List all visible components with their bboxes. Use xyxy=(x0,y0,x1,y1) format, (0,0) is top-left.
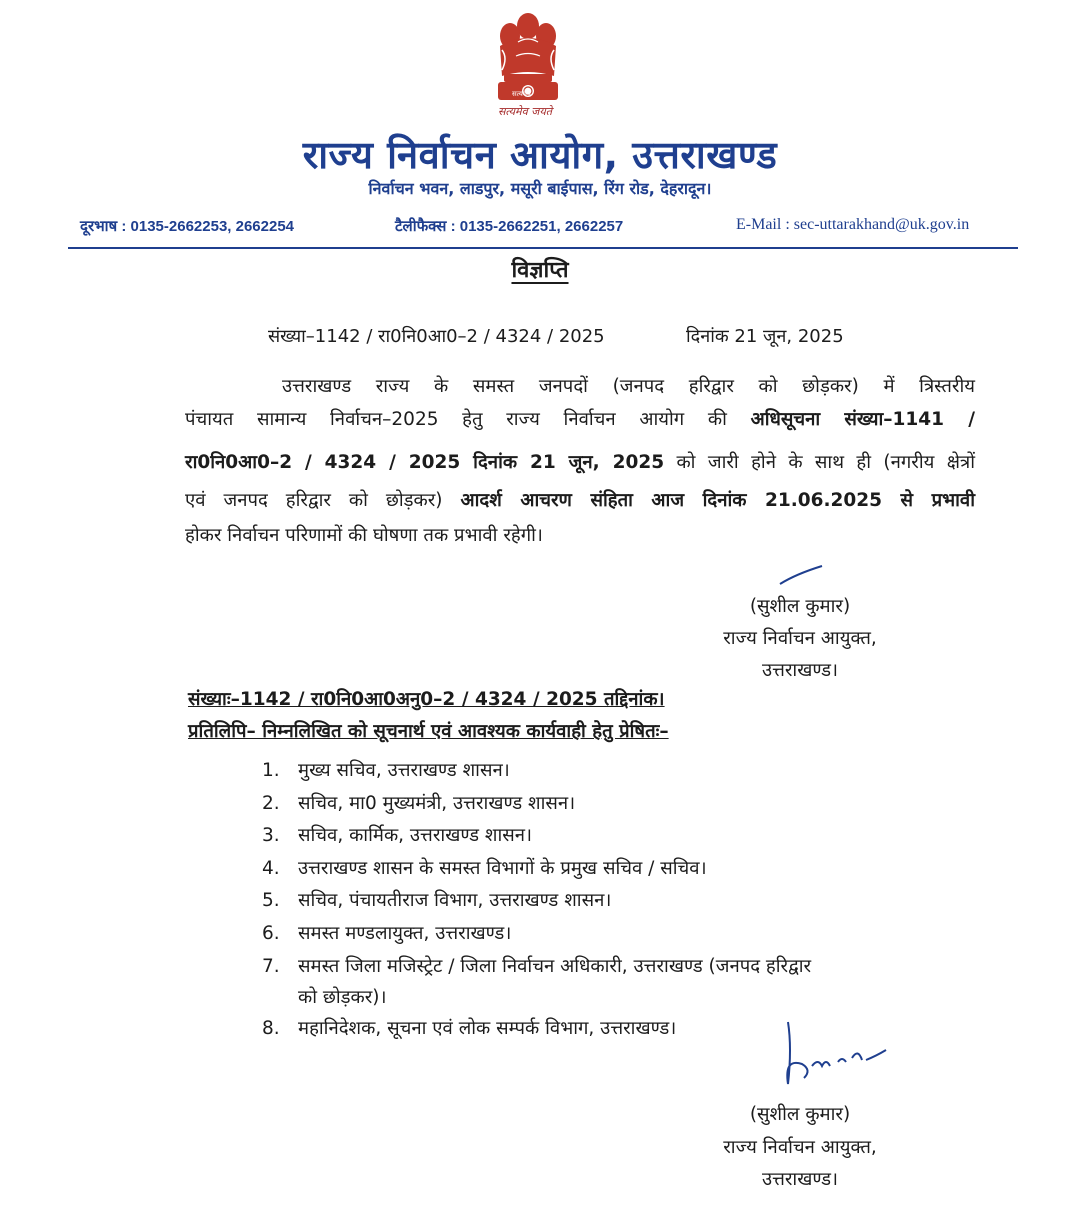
paragraph-line-4 xyxy=(185,486,975,516)
signatory-designation: राज्य निर्वाचन आयुक्त, xyxy=(723,628,877,649)
reference-date: दिनांक 21 जून, 2025 xyxy=(686,326,844,347)
list-text: उत्तराखण्ड शासन के समस्त विभागों के प्रमुख सचिव / सचिव। xyxy=(298,858,707,879)
emblem-motto: सत्यमेव जयते xyxy=(497,105,552,118)
fax-number: टैलीफैक्स : 0135-2662251, 2662257 xyxy=(395,218,624,235)
paragraph-text: को जारी होने के साथ ही (नगरीय क्षेत्रों xyxy=(664,452,975,473)
paragraph-line-1: उत्तराखण्ड राज्य के समस्त जनपदों (जनपद हरिद्वार को छोड़कर) में त्रिस्तरीय xyxy=(282,376,975,397)
list-text: महानिदेशक, सूचना एवं लोक सम्पर्क विभाग, उत्तराखण्ड। xyxy=(298,1018,677,1039)
reference-number: संख्या–1142 / रा0नि0आ0–2 / 4324 / 2025 xyxy=(268,326,605,347)
handwritten-signature xyxy=(782,1018,892,1090)
copy-heading xyxy=(188,718,669,743)
list-item xyxy=(262,790,575,815)
org-address: निर्वाचन भवन, लाडपुर, मसूरी बाईपास, रिंग रोड, देहरादून। xyxy=(368,179,712,198)
list-text: सचिव, पंचायतीराज विभाग, उत्तराखण्ड शासन। xyxy=(298,890,612,911)
copy-reference xyxy=(188,686,665,711)
org-title: राज्य निर्वाचन आयोग, उत्तराखण्ड xyxy=(302,133,778,177)
copy-reference-text: संख्याः–1142 / रा0नि0आ0अनु0–2 / 4324 / 2025 तद्दिनांक। xyxy=(188,689,665,710)
list-number: 8. xyxy=(262,1018,280,1039)
emblem-text: सत्यमेव xyxy=(512,90,531,98)
list-item xyxy=(262,1015,676,1040)
list-text: मुख्य सचिव, उत्तराखण्ड शासन। xyxy=(298,760,510,781)
code-of-conduct-bold: आदर्श आचरण संहिता आज दिनांक 21.06.2025 से प्रभावी xyxy=(460,490,975,511)
signatory-name: (सुशील कुमार) xyxy=(749,596,851,617)
list-text: सचिव, मा0 मुख्यमंत्री, उत्तराखण्ड शासन। xyxy=(298,793,576,814)
signature-mark xyxy=(776,564,826,588)
state-emblem-icon xyxy=(488,6,568,120)
signatory-designation: राज्य निर्वाचन आयुक्त, xyxy=(723,1137,877,1158)
email-address: E-Mail : sec-uttarakhand@uk.gov.in xyxy=(736,216,970,233)
list-item xyxy=(262,757,510,782)
notification-ref-bold: रा0नि0आ0–2 / 4324 / 2025 दिनांक 21 जून, 2025 xyxy=(185,452,665,473)
paragraph-text: पंचायत सामान्य निर्वाचन–2025 हेतु राज्य निर्वाचन आयोग की xyxy=(185,409,751,430)
list-item-continuation: को छोड़कर)। xyxy=(298,987,387,1008)
notice-heading-text: विज्ञप्ति xyxy=(511,258,569,283)
signatory-state: उत्तराखण्ड। xyxy=(761,660,839,681)
list-item xyxy=(262,822,532,847)
list-number: 2. xyxy=(262,793,280,814)
list-item xyxy=(262,855,707,880)
list-number: 6. xyxy=(262,923,280,944)
list-item xyxy=(262,953,811,978)
list-text: समस्त मण्डलायुक्त, उत्तराखण्ड। xyxy=(298,923,512,944)
paragraph-line-5: होकर निर्वाचन परिणामों की घोषणा तक प्रभावी रहेगी। xyxy=(185,525,543,546)
paragraph-line-3 xyxy=(185,448,975,478)
list-item xyxy=(262,920,511,945)
phone-number: दूरभाष : 0135-2662253, 2662254 xyxy=(80,218,295,235)
list-number: 5. xyxy=(262,890,280,911)
paragraph-text: एवं जनपद हरिद्वार को छोड़कर) xyxy=(185,490,461,511)
copy-heading-text: प्रतिलिपि– निम्नलिखित को सूचनार्थ एवं आवश्यक कार्यवाही हेतु प्रेषितः– xyxy=(188,721,669,742)
list-number: 1. xyxy=(262,760,280,781)
signatory-state: उत्तराखण्ड। xyxy=(761,1169,839,1190)
list-number: 7. xyxy=(262,956,280,977)
list-number: 4. xyxy=(262,858,280,879)
paragraph-line-2 xyxy=(185,405,975,435)
list-number: 3. xyxy=(262,825,280,846)
signatory-name: (सुशील कुमार) xyxy=(749,1104,851,1125)
header-divider xyxy=(68,247,1018,249)
notification-ref-bold: अधिसूचना संख्या–1141 / xyxy=(750,409,975,430)
list-text: सचिव, कार्मिक, उत्तराखण्ड शासन। xyxy=(298,825,533,846)
notice-heading xyxy=(0,254,1080,284)
list-text: समस्त जिला मजिस्ट्रेट / जिला निर्वाचन अधिकारी, उत्तराखण्ड (जनपद हरिद्वार xyxy=(298,956,812,977)
list-item xyxy=(262,887,611,912)
